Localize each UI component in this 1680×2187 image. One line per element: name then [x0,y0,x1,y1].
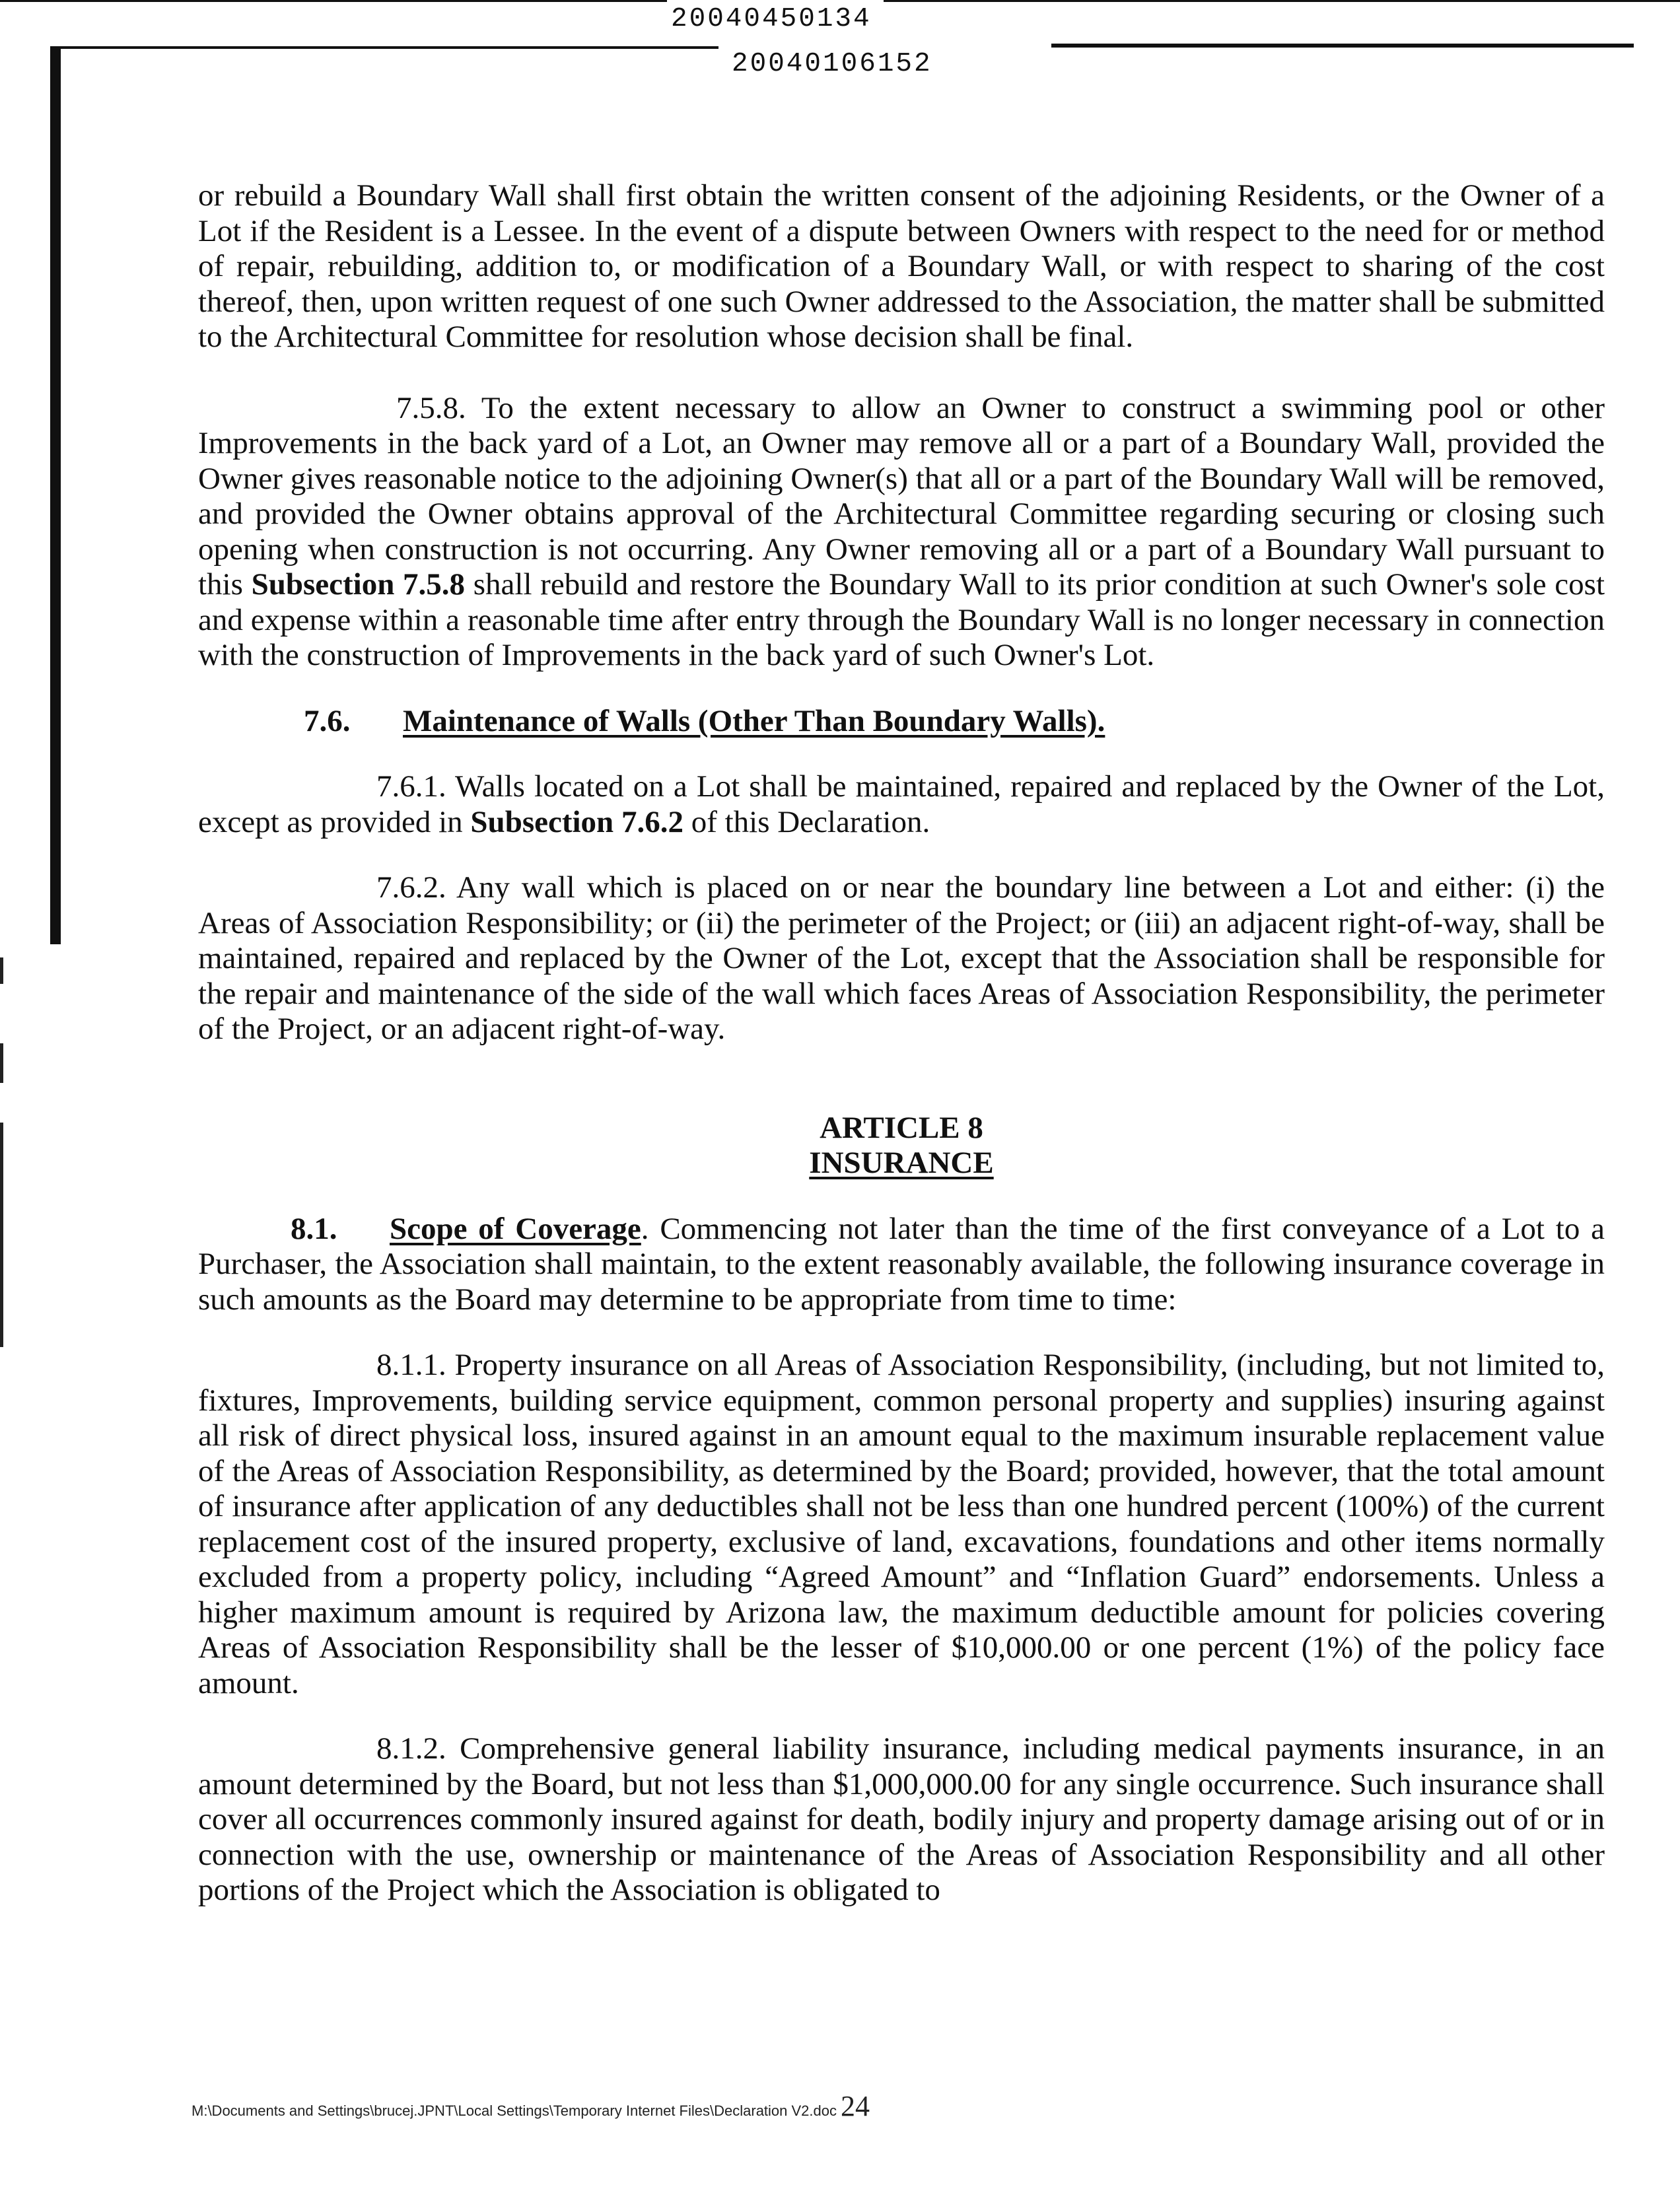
section-title-7-6: Maintenance of Walls (Other Than Boundary Walls). [403,703,1105,738]
recording-number-primary: 20040450134 [671,4,872,34]
frame-top-rule-right [1051,44,1634,48]
paragraph-7-6-1-text-b: of this Declaration. [683,804,930,839]
page-number: 24 [841,2090,870,2122]
paragraph-8-1-1: 8.1.1. Property insurance on all Areas of Association Responsibility, (including, but not limited to, fixtures, Improvements, building service equipment, common personal property and supplies) insuring against all risk of direct physical loss, insured against in an amount equal to the maximum insurable replacement value of the Areas of Association Responsibility, as determined by the Board; provided, however, that the total amount of insurance after application of any deductibles shall not be less than one hundred percent (100%) of the current replacement cost of the insured property, exclusive of land, excavations, foundations and other items normally excluded from a property policy, including “Agreed Amount” and “Inflation Guard” endorsements. Unless a higher maximum amount is required by Arizona law, the maximum deductible amount for policies covering Areas of Association Responsibility shall be the lesser of $10,000.00 or one percent (1%) of the policy face amount. [198,1348,1605,1700]
top-rule-right [884,0,1680,2]
section-heading-7-6 [198,704,1605,740]
paragraph-8-1-2: 8.1.2. Comprehensive general liability insurance, including medical payments insurance, in an amount determined by the Board, but not less than $1,000,000.00 for any single occurrence. Such insurance shall cover all occurrences commonly insured against for death, bodily injury and property damage arising out of or in connection with the use, ownership or maintenance of the Areas of Association Responsibility and all other portions of the Project which the Association is obligated to [198,1731,1605,1907]
subsection-reference-7-6-2: Subsection 7.6.2 [470,804,683,839]
section-number-7-6: 7.6. [304,703,351,738]
article-title: INSURANCE [809,1146,994,1180]
paragraph-7-5-8-text-a: 7.5.8. To the extent necessary to allow an Owner to construct a swimming pool or other Improvements in the back yard of a Lot, an Owner may remove all or a part of a Boundary Wall, provided the Owner gives reasonable notice to the adjoining Owner(s) that all or a part of the Boundary Wall will be removed, and provided the Owner obtains approval of the Architectural Committee regarding securing or closing such opening when construction is not occurring. Any Owner removing all or a part of a Boundary Wall pursuant to this [198,390,1605,602]
page-footer [192,2089,870,2123]
frame-left-border [50,46,61,944]
section-title-8-1: Scope of Coverage [390,1211,641,1246]
section-8-1 [198,1212,1605,1318]
scan-edge-mark [0,1043,3,1083]
subsection-reference-7-5-8: Subsection 7.5.8 [251,567,466,602]
scan-edge-mark [0,1123,3,1347]
paragraph-7-6-1-text-a: 7.6.1. Walls located on a Lot shall be maintained, repaired and replaced by the Owner of the Lot, except as provided in [198,769,1605,839]
paragraph-7-5-8-text-b: shall rebuild and restore the Boundary Wall to its prior condition at such Owner's sole cost and expense within a reasonable time after entry through the Boundary Wall is no longer necessary in connection with the construction of Improvements in the back yard of such Owner's Lot. [198,567,1605,672]
paragraph-7-6-1 [198,769,1605,840]
frame-top-rule-left [50,46,718,49]
article-label: ARTICLE 8 [820,1110,983,1145]
paragraph-7-5-8 [198,391,1605,674]
scan-edge-mark [0,957,3,984]
top-rule-left [0,0,667,2]
section-8-1-text: . Commencing not later than the time of the first conveyance of a Lot to a Purchaser, the Association shall maintain, to the extent reasonably available, the following insurance coverage in such amounts as the Board may determine to be appropriate from time to time: [198,1211,1605,1317]
document-body [198,178,1605,1908]
section-number-8-1: 8.1. [291,1211,337,1246]
recording-number-secondary: 20040106152 [732,49,932,79]
paragraph-continuation: or rebuild a Boundary Wall shall first obtain the written consent of the adjoining Residents, or the Owner of a Lot if the Resident is a Lessee. In the event of a dispute between Owners with respect to the need for or method of repair, rebuilding, addition to, or modification of a Boundary Wall, or with respect to sharing of the cost thereof, then, upon written request of one such Owner addressed to the Association, the matter shall be submitted to the Architectural Committee for resolution whose decision shall be final. [198,178,1605,354]
footer-file-path: M:\Documents and Settings\brucej.JPNT\Local Settings\Temporary Internet Files\Declaration V2.doc [192,2102,837,2119]
paragraph-7-6-2: 7.6.2. Any wall which is placed on or near the boundary line between a Lot and either: (i) the Areas of Association Responsibility; or (ii) the perimeter of the Project; or (iii) an adjacent right-of-way, shall be maintained, repaired and replaced by the Owner of the Lot, except that the Association shall be responsible for the repair and maintenance of the side of the wall which faces Areas of Association Responsibility, the perimeter of the Project, or an adjacent right-of-way. [198,870,1605,1046]
